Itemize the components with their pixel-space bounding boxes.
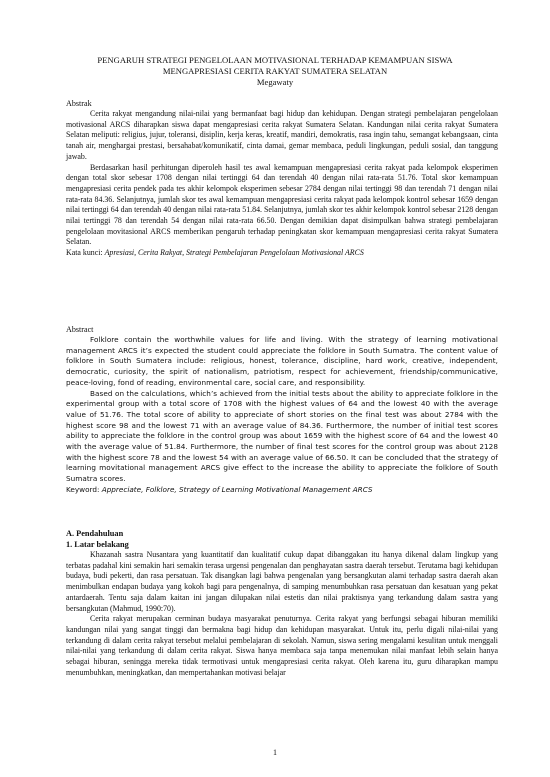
paper-header [40,55,510,88]
abstract-paragraph-2: Based on the calculations, which’s achieved from the initial tests about the ability to appreciate folklore in the experimental group with a total score of 1708 with the highest values of 64 and the lowest 40 with the average value of 51.76. The total score of ability to appreciate of short stories on the final test was about 2784 with the highest score 98 and the lowest 71 with an average value of 84.36. Furthermore, the number of initial test scores ability to appreciate the folklore in the control group was about 1659 with the highest score of 64 and the lowest 40 with the average value of 51.84. Furthermore, the number of final test scores for the control group was about 2128 with the highest score 78 and the lowest 54 with an average value of 66.50. It can be concluded that the strategy of learning movitational management ARCS give effect to the increase the ability to appreciate the folklore of South Sumatra scores. [66,388,498,484]
paper-title-line-2: MENGAPRESIASI CERITA RAKYAT SUMATERA SELATAN [162,66,388,76]
abstract-indonesian [66,98,498,259]
body-paragraph-1: Khazanah sastra Nusantara yang kuantitatif dan kualitatif cukup dapat dibanggakan itu hanya dikenal dalam lingkup yang terbatas padahal kini semakin hari semakin terasa urgensi pengenalan dan penghayatan sastra daerah tersebut. Terutama bagi kehidupan budaya, budi pekerti, dan rasa persatuan. Tak disangkan lagi bahwa pengenalan yang bersangkutan alami terhadap sastra daerah akan menimbulkan endapan budaya yang kokoh bagi para pengenalnya, di samping menumbuhkan rasa persatuan dan kesatuan yang pekat antardaerah. Tentu saja dalam kaitan ini jangan dilupakan nilai estetis dan nilai praktisnya yang terkandung dalam sastra yang bersangkutan (Mahmud, 1990:70). [66,550,498,613]
page-number: 1 [273,748,277,757]
abstract-heading: Abstract [66,325,94,334]
abstract-paragraph-2: Berdasarkan hasil perhitungan diperoleh hasil tes awal kemampuan mengapresiasi cerita rakyat pada kelompok eksperimen dengan total skor sebesar 1708 dengan nilai tertinggi 64 dan terendah 40 dengan nilai rata-rata 51.76. Total skor kemampuan mengapresiasi cerita pendek pada tes akhir kelompok eksperimen sebesar 2784 dengan nilai tertinggi 98 dan terendah 71 dengan nilai rata-rata 84.36. Selanjutnya, jumlah skor tes awal kemampuan mengapresiasi cerita rakyat pada kelompok kontrol sebesar 1659 dengan nilai tertinggi 64 dan terendah 40 dengan nilai rata-rata 51.84. Selanjutnya, jumlah skor tes akhir kelompok kontrol sebesar 2128 dengan nilai tertinggi 78 dan terendah 54 dengan nilai rata-rata 66.50. Dengan demikian dapat disimpulkan bahwa strategi pembelajaran pengelolaan movitasional ARCS memberikan pengaruh terhadap peningkatan skor kemampuan mengapresiasi cerita rakyat Sumatera Selatan. [66,162,498,247]
keywords-value: Apresiasi, Cerita Rakyat, Strategi Pembelajaran Pengelolaan Motivasional ARCS [104,248,364,258]
abstract-paragraph-1: Cerita rakyat mengandung nilai-nilai yang bermanfaat bagi hidup dan kehidupan. Dengan strategi pembelajaran pengelolaan motivasional ARCS diharapkan siswa dapat mengapresiasi cerita rakyat Sumatera Selatan. Kandungan nilai cerita rakyat Sumatera Selatan meliputi: religius, jujur, toleransi, disiplin, kerja keras, kreatif, mandiri, demokratis, rasa ingin tahu, semangat kebangsaan, cinta tanah air, menghargai prestasi, bersahabat/komunikatif, cinta damai, gemar membaca, peduli lingkungan, peduli sosial, dan tanggung jawab. [66,109,498,161]
paper-author: Megawaty [256,77,294,87]
keywords-label: Keyword: [66,484,100,494]
keywords-line [66,485,498,496]
paper-title-line-1: PENGARUH STRATEGI PENGELOLAAN MOTIVASIONAL TERHADAP KEMAMPUAN SISWA [97,55,453,65]
abstract-paragraph-1: Folklore contain the worthwhile values for life and living. With the strategy of learning motivational management ARCS it’s expected the student could appreciate the folklore in South Sumatra. The content value of folklore in South Sumatera include: religious, honest, tolerance, discipline, hard work, creative, independent, democratic, curiosity, the spirit of nationalism, patriotism, respect for achievement, friendship/communicative, peace-loving, fond of reading, environmental care, social care, and responsibility. [66,335,498,387]
introduction-section [66,528,498,678]
abstract-english [66,324,498,496]
abstract-heading: Abstrak [66,99,92,108]
keywords-label: Kata kunci: [66,248,103,258]
section-heading: A. Pendahuluan [66,529,124,538]
keywords-value: Appreciate, Folklore, Strategy of Learning Motivational Management ARCS [101,484,373,494]
body-paragraph-2: Cerita rakyat merupakan cerminan budaya masyarakat penuturnya. Cerita rakyat yang berfungsi sebagai hiburan memiliki kandungan nilai yang sangat tinggi dan bermakna bagi hidup dan kehidupan masyarakat. Untuk itu, perlu digali nilai-nilai yang terkandung di dalam cerita rakyat tersebut melalui pembelajaran di sekolah. Namun, siswa sering mengalami kesulitan untuk menggali nilai-nilai yang terkandung di dalam cerita rakyat. Siswa hanya membaca saja tanpa menemukan nilai manfaat lebih selain hanya sebagai hiburan, seningga mereka tidak termotivasi untuk mengapresiasi cerita rakyat. Oleh karena itu, guru diharapkan mampu menumbuhkan, meningkatkan, dan mempertahankan motivasi belajar [66,614,498,677]
keywords-line [66,248,498,259]
subsection-heading: 1. Latar belakang [66,540,129,549]
